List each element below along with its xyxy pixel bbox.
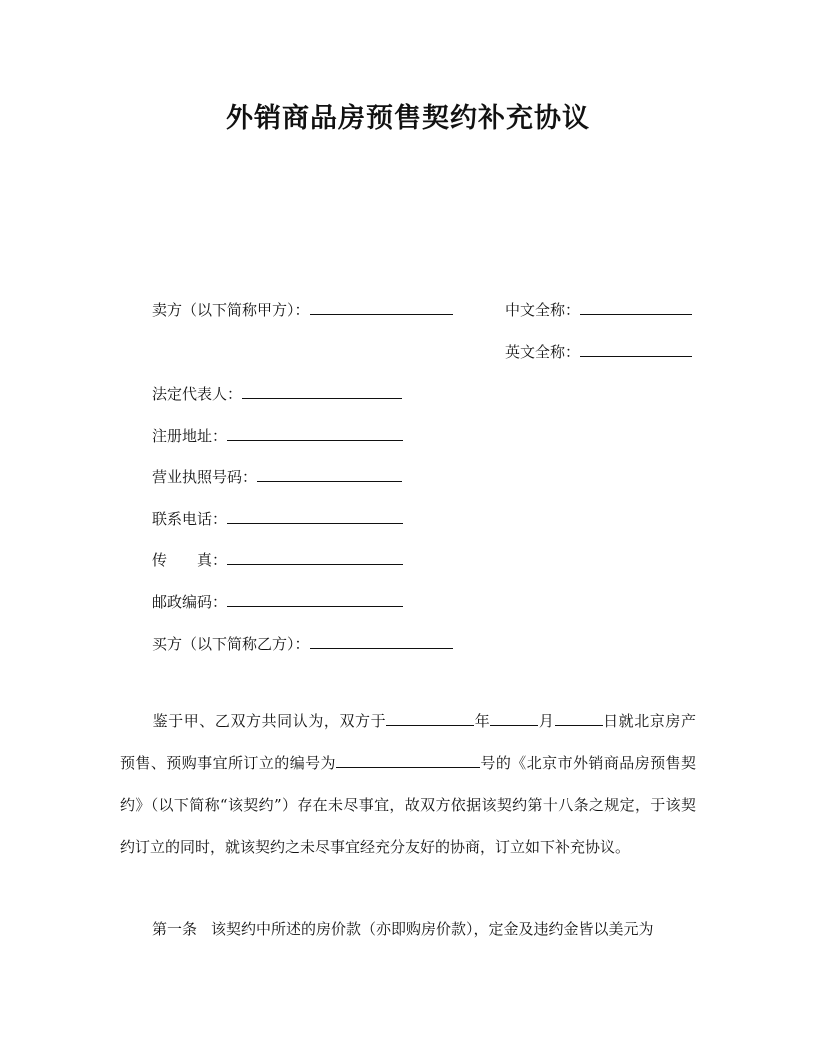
chinese-name-row [505, 298, 692, 320]
seller-label: 卖方（以下简称甲方）： [152, 301, 310, 319]
buyer-label: 买方（以下简称乙方）： [152, 635, 310, 653]
postal-blank[interactable] [227, 590, 403, 607]
fax-row [152, 548, 403, 570]
english-name-row [505, 340, 692, 362]
preamble-text-2: 日就北京房产预售、预购事宜所订立的编号为 [120, 712, 696, 772]
legal-rep-label: 法定代表人： [152, 385, 243, 403]
date-month-blank[interactable] [490, 711, 538, 726]
chinese-name-blank[interactable] [580, 298, 692, 315]
reg-address-label: 注册地址： [152, 427, 228, 445]
month-label: 月 [538, 712, 555, 730]
buyer-blank[interactable] [310, 632, 453, 649]
preamble-text-3: 号的《北京市外销商品房预售契约》（以下简称“该契约”）存在未尽事宜，故双方依据该契约第十八条之规定，于该契约订立的同时，就该契约之未尽事宜经充分友好的协商，订立如下补充协议。 [120, 754, 696, 856]
article-1-label: 第一条 [152, 920, 198, 938]
postal-row [152, 590, 403, 612]
seller-row [152, 298, 453, 320]
preamble-text-1: 鉴于甲、乙双方共同认为，双方于 [152, 712, 387, 730]
date-day-blank[interactable] [555, 711, 603, 726]
license-row [152, 465, 402, 487]
preamble-paragraph [120, 700, 696, 868]
document-title: 外销商品房预售契约补充协议 [226, 103, 590, 134]
phone-label: 联系电话： [152, 510, 228, 528]
reg-address-blank[interactable] [227, 424, 403, 441]
phone-blank[interactable] [227, 507, 403, 524]
legal-rep-blank[interactable] [242, 382, 402, 399]
article-1-paragraph [120, 908, 696, 950]
seller-blank[interactable] [310, 298, 453, 315]
fax-blank[interactable] [227, 548, 403, 565]
legal-rep-row [152, 382, 402, 404]
date-year-blank[interactable] [386, 711, 474, 726]
license-label: 营业执照号码： [152, 468, 258, 486]
fax-label: 传 真： [152, 551, 228, 569]
article-1-text: 该契约中所述的房价款（亦即购房价款），定金及违约金皆以美元为 [211, 920, 654, 938]
english-name-blank[interactable] [580, 340, 692, 357]
phone-row [152, 507, 403, 529]
license-blank[interactable] [257, 465, 402, 482]
postal-label: 邮政编码： [152, 593, 228, 611]
buyer-row [152, 632, 453, 654]
english-name-label: 英文全称： [505, 343, 581, 361]
reg-address-row [152, 424, 403, 446]
chinese-name-label: 中文全称： [505, 301, 581, 319]
year-label: 年 [474, 712, 491, 730]
contract-number-blank[interactable] [336, 753, 480, 768]
